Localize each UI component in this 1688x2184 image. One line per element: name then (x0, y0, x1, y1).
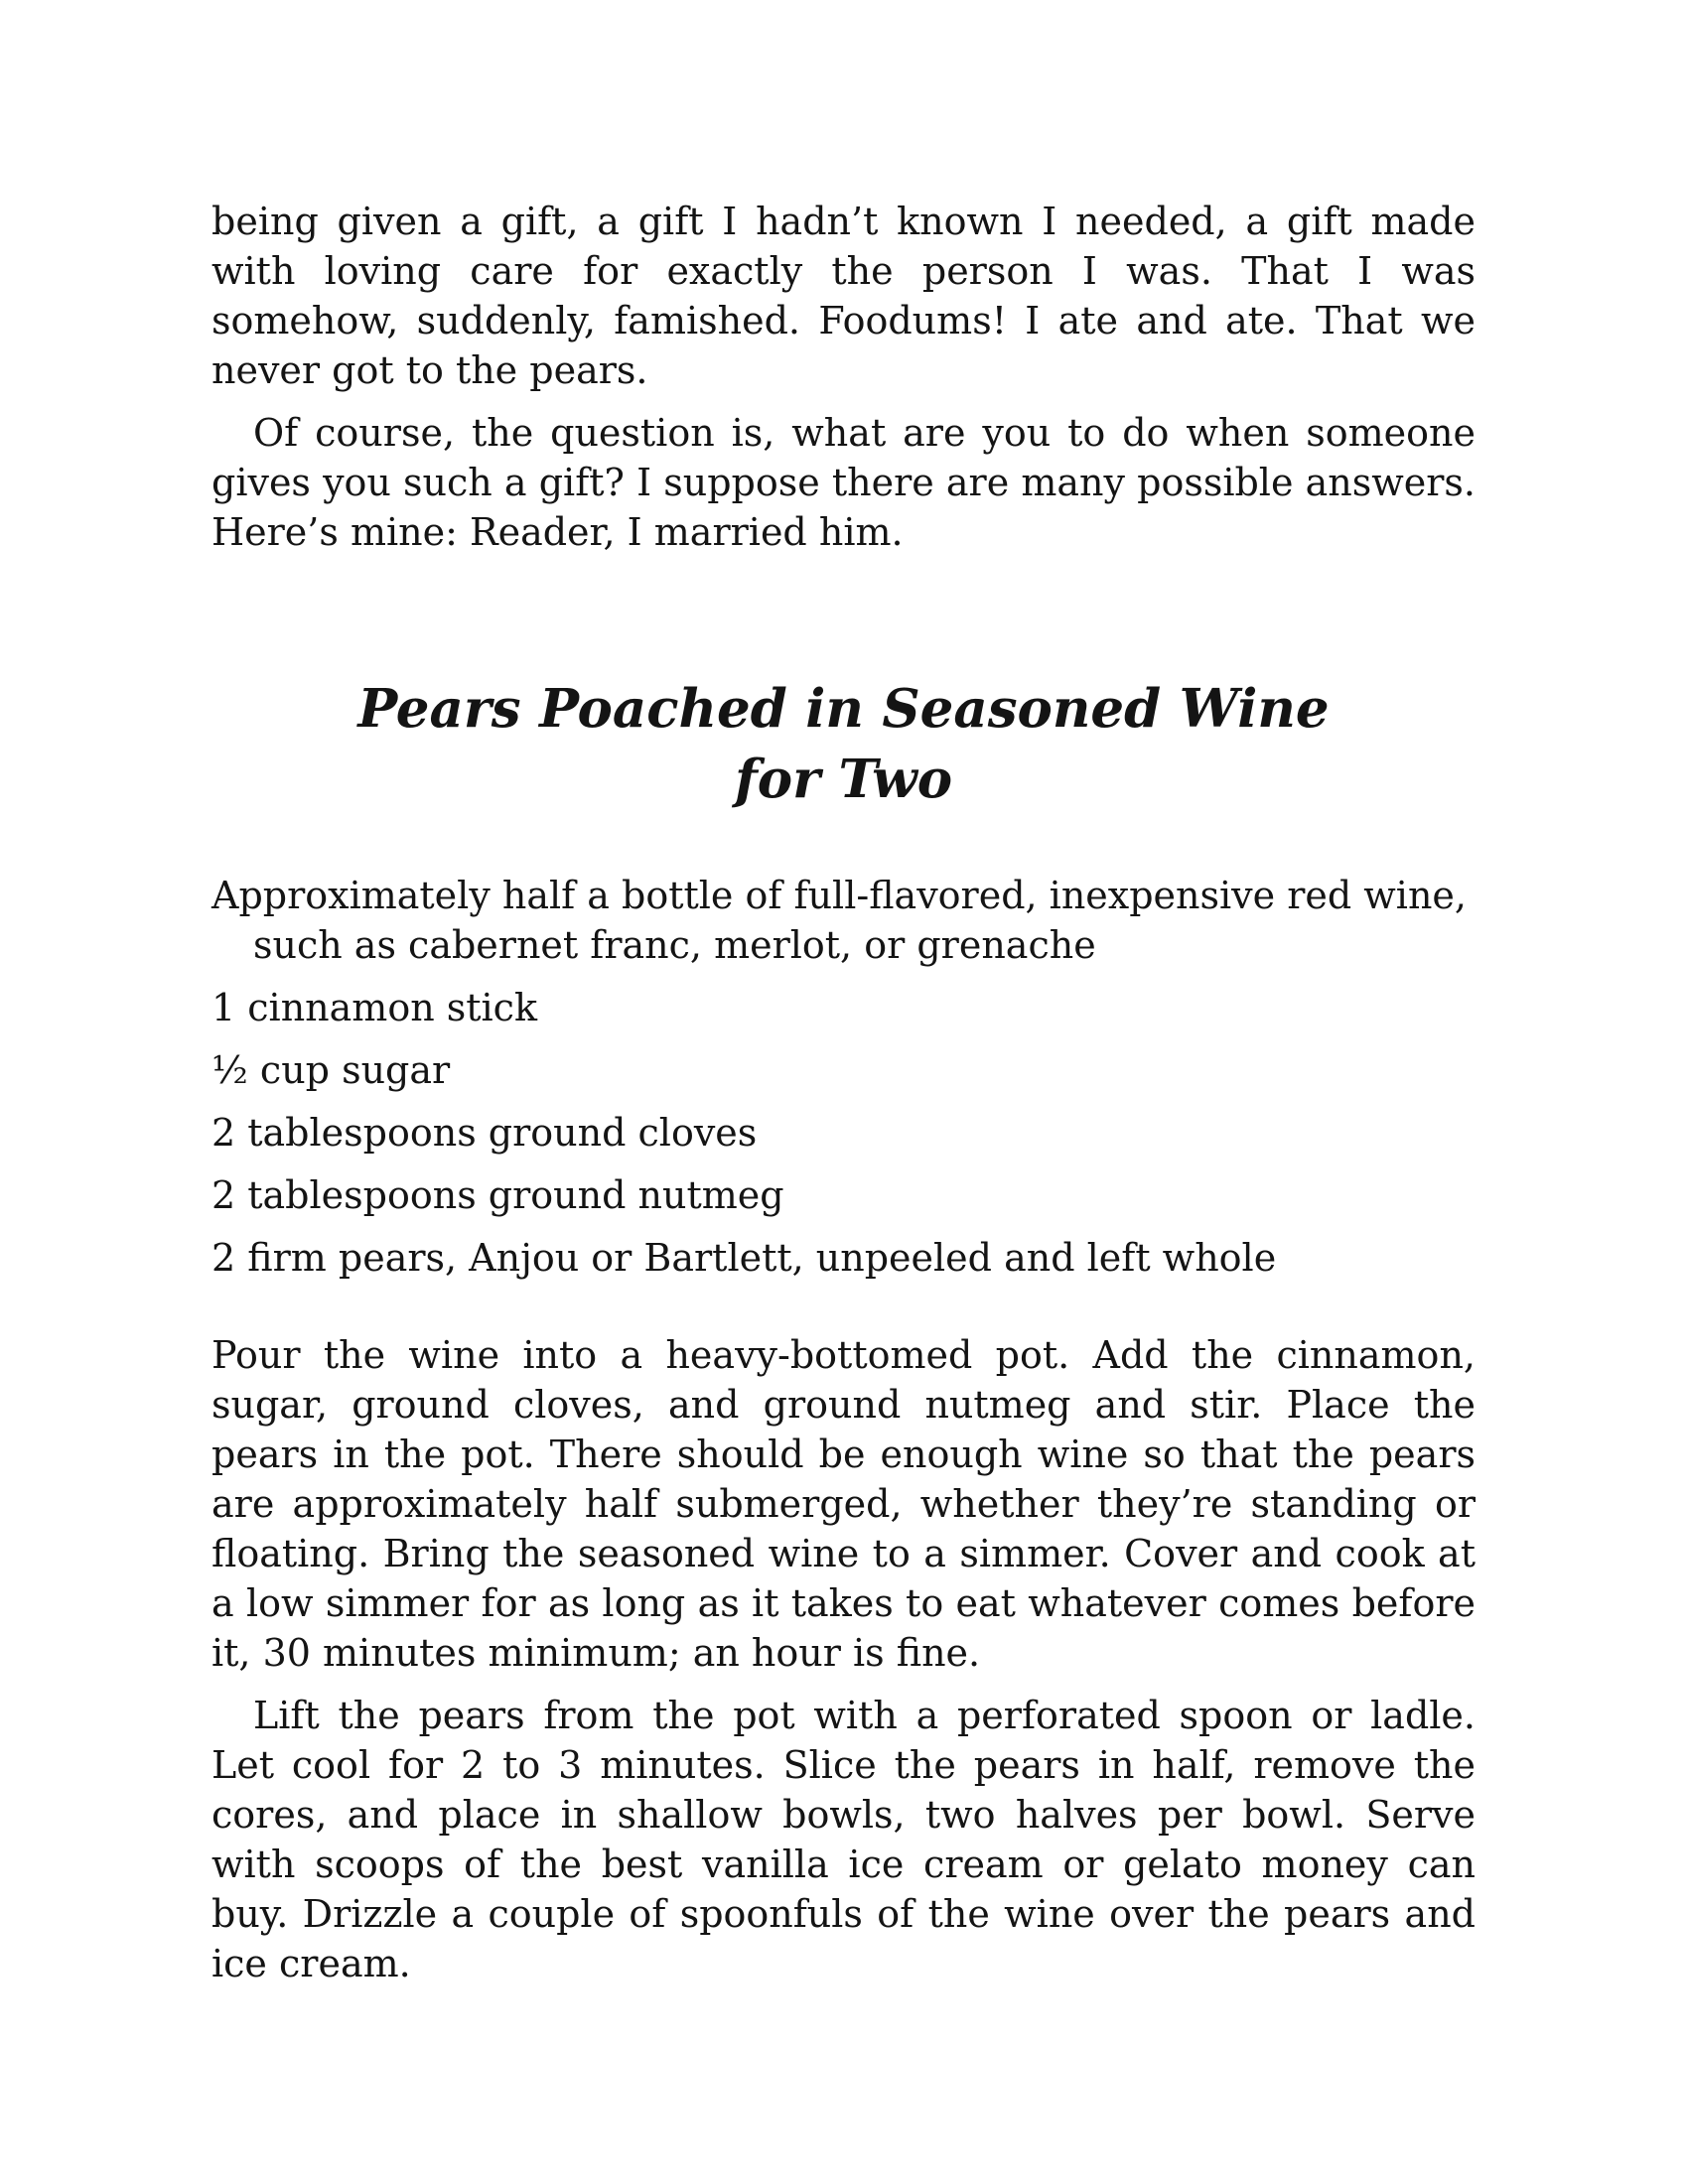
ingredient-item: 2 tablespoons ground nutmeg (211, 1173, 784, 1217)
method-step-2: Lift the pears from the pot with a perforated spoon or ladle. Let cool for 2 to 3 minutes. Slice the pears in half, remove the cores, and place in shallow bowls, two halves per bowl. Serve with scoops of the best vanilla ice cream or gelato money can buy. Drizzle a couple of spoonfuls of the wine over the pears and ice cream. (211, 1694, 1476, 1985)
recipe-title-line-2: for Two (734, 749, 953, 810)
recipe-title-line-1: Pears Poached in Seasoned Wine (357, 678, 1330, 740)
book-page (211, 197, 1476, 1988)
ingredient-item: 2 tablespoons ground cloves (211, 1111, 758, 1155)
intro-paragraph-2: Of course, the question is, what are you to do when someone gives you such a gift? I suppose there are many possible answers. Here’s mine: Reader, I married him. (211, 411, 1476, 554)
ingredient-item: 2 firm pears, Anjou or Bartlett, unpeeled and left whole (211, 1236, 1277, 1280)
ingredient-item: 1 cinnamon stick (211, 986, 537, 1029)
ingredient-list (211, 871, 1476, 1283)
method-step-1: Pour the wine into a heavy-bottomed pot. Add the cinnamon, sugar, ground cloves, and ground nutmeg and stir. Place the pears in the pot. There should be enough wine so that the pears are approximately half submerged, whether they’re standing or floating. Bring the seasoned wine to a simmer. Cover and cook at a low simmer for as long as it takes to eat whatever comes before it, 30 minutes minimum; an hour is fine. (211, 1333, 1476, 1675)
intro-paragraph-1: being given a gift, a gift I hadn’t known I needed, a gift made with loving care for exactly the person I was. That I was somehow, suddenly, famished. Foodums! I ate and ate. That we never got to the pears. (211, 200, 1476, 392)
ingredient-item: ½ cup sugar (211, 1048, 451, 1092)
ingredient-item: Approximately half a bottle of full-flavored, inexpensive red wine, such as cabernet franc, merlot, or grenache (211, 874, 1467, 967)
recipe-title (211, 674, 1476, 815)
